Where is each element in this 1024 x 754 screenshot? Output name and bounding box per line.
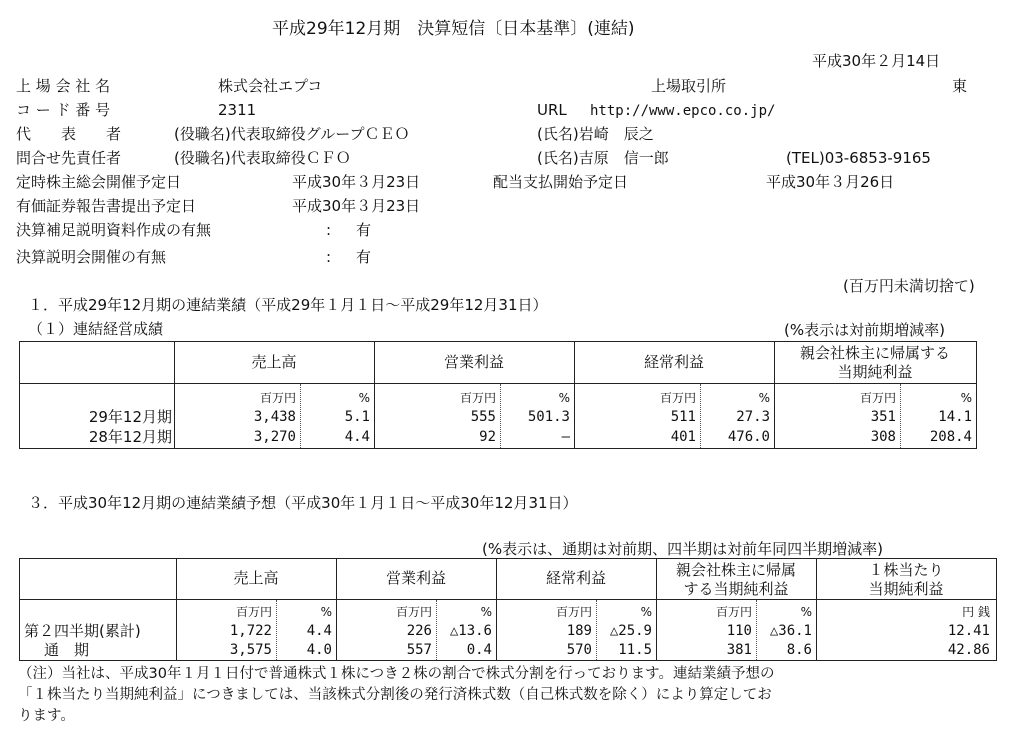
section3-title: ３．平成30年12月期の連結業績予想（平成30年１月１日～平成30年12月31日） bbox=[28, 494, 578, 512]
briefing-colon: : bbox=[326, 248, 332, 266]
section1-note: (%表示は対前期増減率) bbox=[784, 321, 945, 339]
supplementary-value: 有 bbox=[356, 221, 372, 239]
unit-million-yen: 百万円 bbox=[235, 605, 272, 619]
unit-million-yen: 百万円 bbox=[859, 391, 896, 405]
company-name: 株式会社エプコ bbox=[218, 77, 323, 95]
unit-million-yen: 百万円 bbox=[259, 391, 296, 405]
col-header-eps-line2: 当期純利益 bbox=[868, 580, 944, 598]
col-header-operating-income: 営業利益 bbox=[443, 353, 504, 371]
unit-percent: % bbox=[320, 605, 332, 619]
unit-percent: % bbox=[558, 391, 570, 405]
exchange-label: 上場取引所 bbox=[651, 77, 727, 95]
row-label: 28年12月期 bbox=[88, 428, 172, 446]
col-header-net-income-line1: 親会社株主に帰属する bbox=[799, 344, 950, 362]
url-label: URL bbox=[537, 101, 567, 119]
cell-ordinary-income-pct: 476.0 bbox=[727, 429, 770, 445]
contact-title: (役職名)代表取締役ＣＦＯ bbox=[174, 149, 351, 167]
cell-ordinary-income-pct: △25.9 bbox=[609, 623, 652, 639]
contact-label: 問合せ先責任者 bbox=[16, 149, 122, 167]
cell-ordinary-income: 511 bbox=[670, 409, 696, 425]
cell-eps: 12.41 bbox=[947, 623, 990, 639]
cell-operating-income: 92 bbox=[479, 429, 496, 445]
code-value: 2311 bbox=[218, 101, 257, 119]
briefing-label: 決算説明会開催の有無 bbox=[16, 248, 167, 266]
col-header-net-income-line2: 当期純利益 bbox=[837, 363, 913, 381]
document-title: 平成29年12月期 決算短信〔日本基準〕(連結) bbox=[272, 19, 635, 39]
contact-tel: (TEL)03-6853-9165 bbox=[786, 149, 931, 167]
unit-percent: % bbox=[800, 605, 812, 619]
briefing-value: 有 bbox=[356, 248, 372, 266]
cell-sales-pct: 4.4 bbox=[306, 623, 332, 639]
col-header-operating-income: 営業利益 bbox=[385, 569, 446, 587]
cell-sales: 3,270 bbox=[253, 429, 296, 445]
company-url-link[interactable]: http://www.epco.co.jp/ bbox=[590, 103, 776, 119]
cell-ordinary-income-pct: 11.5 bbox=[618, 642, 652, 658]
cell-ordinary-income: 189 bbox=[566, 623, 592, 639]
representative-label: 代 表 者 bbox=[16, 125, 122, 143]
representative-title: (役職名)代表取締役グループＣＥＯ bbox=[174, 125, 410, 143]
cell-sales: 1,722 bbox=[229, 623, 272, 639]
unit-million-yen: 百万円 bbox=[555, 605, 592, 619]
col-header-ordinary-income: 経常利益 bbox=[545, 569, 606, 587]
cell-net-income: 308 bbox=[870, 429, 896, 445]
code-label: コ ー ド 番 号 bbox=[16, 101, 111, 119]
col-header-ordinary-income: 経常利益 bbox=[643, 353, 704, 371]
unit-percent: % bbox=[358, 391, 370, 405]
cell-net-income-pct: 8.6 bbox=[786, 642, 812, 658]
exchange-value: 東 bbox=[952, 77, 968, 95]
supplementary-colon: : bbox=[326, 221, 332, 239]
cell-ordinary-income: 570 bbox=[566, 642, 592, 658]
unit-million-yen: 百万円 bbox=[459, 391, 496, 405]
cell-operating-income-pct: △13.6 bbox=[449, 623, 492, 639]
row-label: 第２四半期(累計) bbox=[24, 622, 141, 640]
dividend-label: 配当支払開始予定日 bbox=[493, 173, 629, 191]
company-name-label: 上 場 会 社 名 bbox=[16, 77, 111, 95]
cell-operating-income: 226 bbox=[406, 623, 432, 639]
footnote-line2: 「１株当たり当期純利益」につきましては、当該株式分割後の発行済株式数（自己株式数を除く）により算定してお bbox=[18, 687, 772, 703]
unit-million-yen: 百万円 bbox=[395, 605, 432, 619]
cell-eps: 42.86 bbox=[947, 642, 990, 658]
cell-operating-income-pct: ― bbox=[561, 429, 570, 445]
col-header-net-income-line2: する当期純利益 bbox=[683, 580, 789, 598]
col-header-eps-line1: １株当たり bbox=[868, 561, 944, 579]
contact-name: (氏名)吉原 信一郎 bbox=[537, 149, 669, 167]
cell-sales-pct: 4.0 bbox=[306, 642, 332, 658]
section1-title: １．平成29年12月期の連結業績（平成29年１月１日～平成29年12月31日） bbox=[28, 296, 548, 314]
unit-percent: % bbox=[640, 605, 652, 619]
cell-sales: 3,575 bbox=[229, 642, 272, 658]
cell-ordinary-income-pct: 27.3 bbox=[736, 409, 770, 425]
report-label: 有価証券報告書提出予定日 bbox=[16, 197, 197, 215]
footnote-line1: （注）当社は、平成30年１月１日付で普通株式１株につき２株の割合で株式分割を行っております。連結業績予想の bbox=[18, 666, 775, 682]
unit-percent: % bbox=[960, 391, 972, 405]
cell-operating-income: 555 bbox=[470, 409, 496, 425]
section3-note: (%表示は、通期は対前期、四半期は対前年同四半期増減率) bbox=[482, 540, 883, 558]
cell-sales: 3,438 bbox=[253, 409, 296, 425]
cell-operating-income-pct: 501.3 bbox=[527, 409, 570, 425]
cell-net-income-pct: △36.1 bbox=[769, 623, 812, 639]
cell-sales-pct: 5.1 bbox=[344, 409, 370, 425]
col-header-sales: 売上高 bbox=[233, 569, 279, 587]
section1-subtitle: （１）連結経営成績 bbox=[28, 320, 164, 338]
cell-operating-income: 557 bbox=[406, 642, 432, 658]
rounding-note: (百万円未満切捨て) bbox=[843, 277, 975, 295]
agm-label: 定時株主総会開催予定日 bbox=[16, 173, 182, 191]
report-date: 平成30年３月23日 bbox=[292, 197, 421, 215]
cell-net-income-pct: 14.1 bbox=[938, 409, 972, 425]
cell-net-income: 351 bbox=[870, 409, 896, 425]
col-header-net-income-line1: 親会社株主に帰属 bbox=[675, 561, 796, 579]
cell-net-income: 110 bbox=[726, 623, 752, 639]
row-label: 通 期 bbox=[44, 641, 90, 659]
unit-million-yen: 百万円 bbox=[715, 605, 752, 619]
col-header-sales: 売上高 bbox=[251, 353, 297, 371]
unit-percent: % bbox=[758, 391, 770, 405]
cell-operating-income-pct: 0.4 bbox=[466, 642, 492, 658]
representative-name: (氏名)岩崎 辰之 bbox=[537, 125, 654, 143]
cell-net-income: 381 bbox=[726, 642, 752, 658]
cell-net-income-pct: 208.4 bbox=[929, 429, 972, 445]
footnote-line3: ります。 bbox=[18, 708, 75, 724]
row-label: 29年12月期 bbox=[88, 408, 172, 426]
cell-sales-pct: 4.4 bbox=[344, 429, 370, 445]
release-date: 平成30年２月14日 bbox=[812, 52, 941, 70]
cell-ordinary-income: 401 bbox=[670, 429, 696, 445]
supplementary-label: 決算補足説明資料作成の有無 bbox=[16, 221, 212, 239]
agm-date: 平成30年３月23日 bbox=[292, 173, 421, 191]
unit-percent: % bbox=[480, 605, 492, 619]
unit-yen-sen: 円 銭 bbox=[962, 605, 990, 619]
unit-million-yen: 百万円 bbox=[659, 391, 696, 405]
dividend-date: 平成30年３月26日 bbox=[766, 173, 895, 191]
